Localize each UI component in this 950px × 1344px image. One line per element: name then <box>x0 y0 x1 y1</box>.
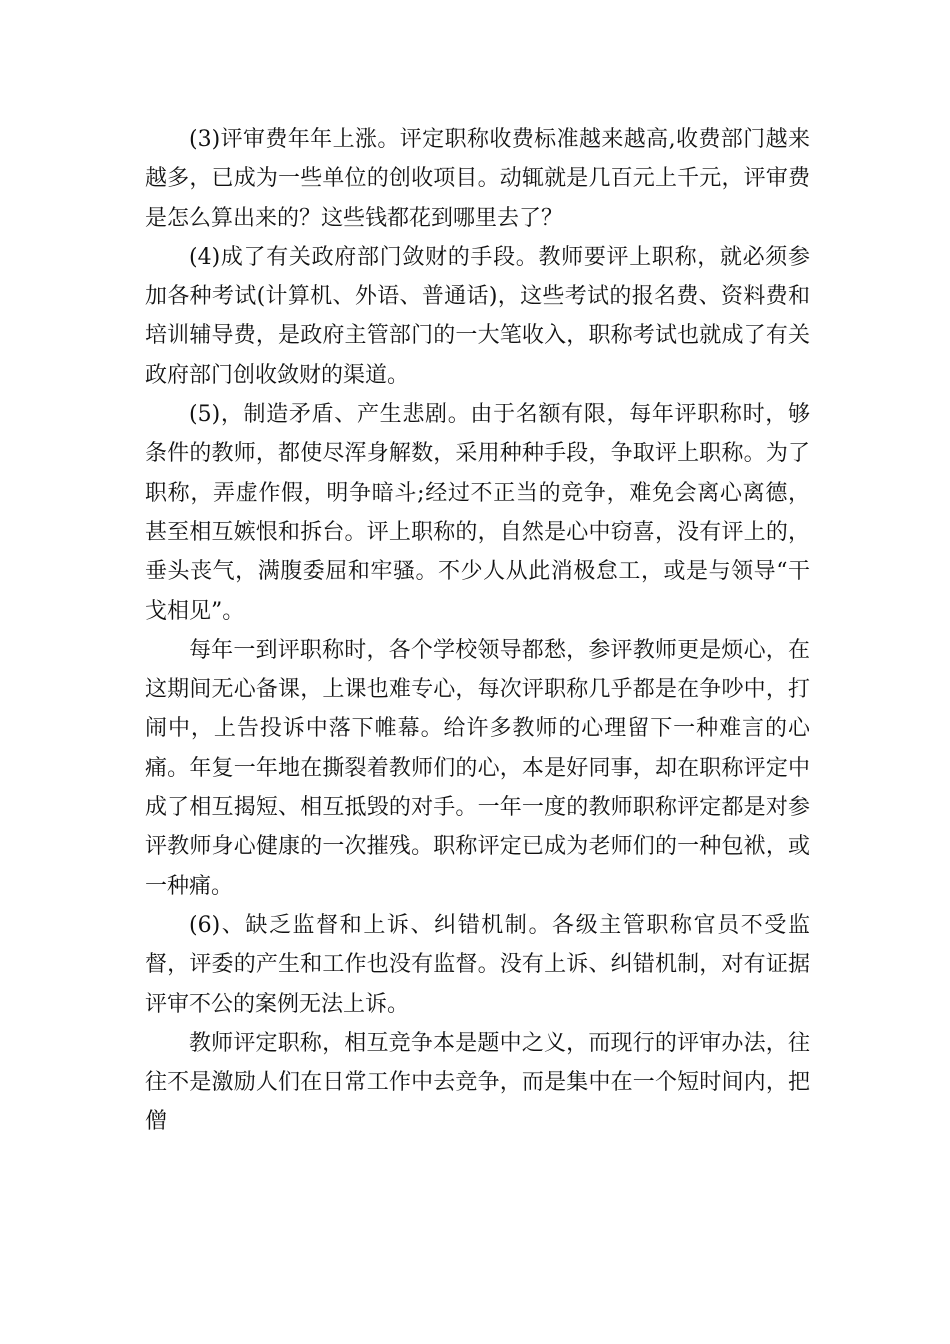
paragraph-annual-worry: 每年一到评职称时，各个学校领导都愁，参评教师更是烦心，在这期间无心备课，上课也难专心，每次评职称几乎都是在争吵中，打闹中，上告投诉中落下帷幕。给许多教师的心理留下一种难言的心痛。年复一年地在撕裂着教师们的心，本是好同事，却在职称评定中成了相互揭短、相互抵毁的对手。一年一度的教师职称评定都是对参评教师身心健康的一次摧残。职称评定已成为老师们的一种包袱，或一种痛。 <box>145 637 810 899</box>
paragraph-conflict: (5)，制造矛盾、产生悲剧。由于名额有限，每年评职称时，够条件的教师，都使尽浑身解数，采用种种手段，争取评上职称。为了职称，弄虚作假，明争暗斗;经过不正当的竞争，难免会离心离德，甚至相互嫉恨和拆台。评上职称的，自然是心中窃喜，没有评上的，垂头丧气，满腹委屈和牢骚。不少人从此消极怠工，或是与领导“干戈相见”。 <box>145 402 810 624</box>
paragraph-exam-revenue: (4)成了有关政府部门敛财的手段。教师要评上职称，就必须参加各种考试(计算机、外语、普通话)，这些考试的报名费、资料费和培训辅导费，是政府主管部门的一大笔收入，职称考试也就成了有关政府部门创收敛财的渠道。 <box>145 244 810 388</box>
paragraph-review-fee: (3)评审费年年上涨。评定职称收费标准越来越高,收费部门越来越多，已成为一些单位的创收项目。动辄就是几百元上千元，评审费是怎么算出来的？这些钱都花到哪里去了？ <box>145 127 810 231</box>
document-body <box>145 120 810 1142</box>
paragraph-competition: 教师评定职称，相互竞争本是题中之义，而现行的评审办法，往往不是激励人们在日常工作中去竞争，而是集中在一个短时间内，把僧 <box>145 1030 810 1135</box>
paragraph-no-supervision: (6)、缺乏监督和上诉、纠错机制。各级主管职称官员不受监督，评委的产生和工作也没有监督。没有上诉、纠错机制，对有证据评审不公的案例无法上诉。 <box>145 912 810 1017</box>
